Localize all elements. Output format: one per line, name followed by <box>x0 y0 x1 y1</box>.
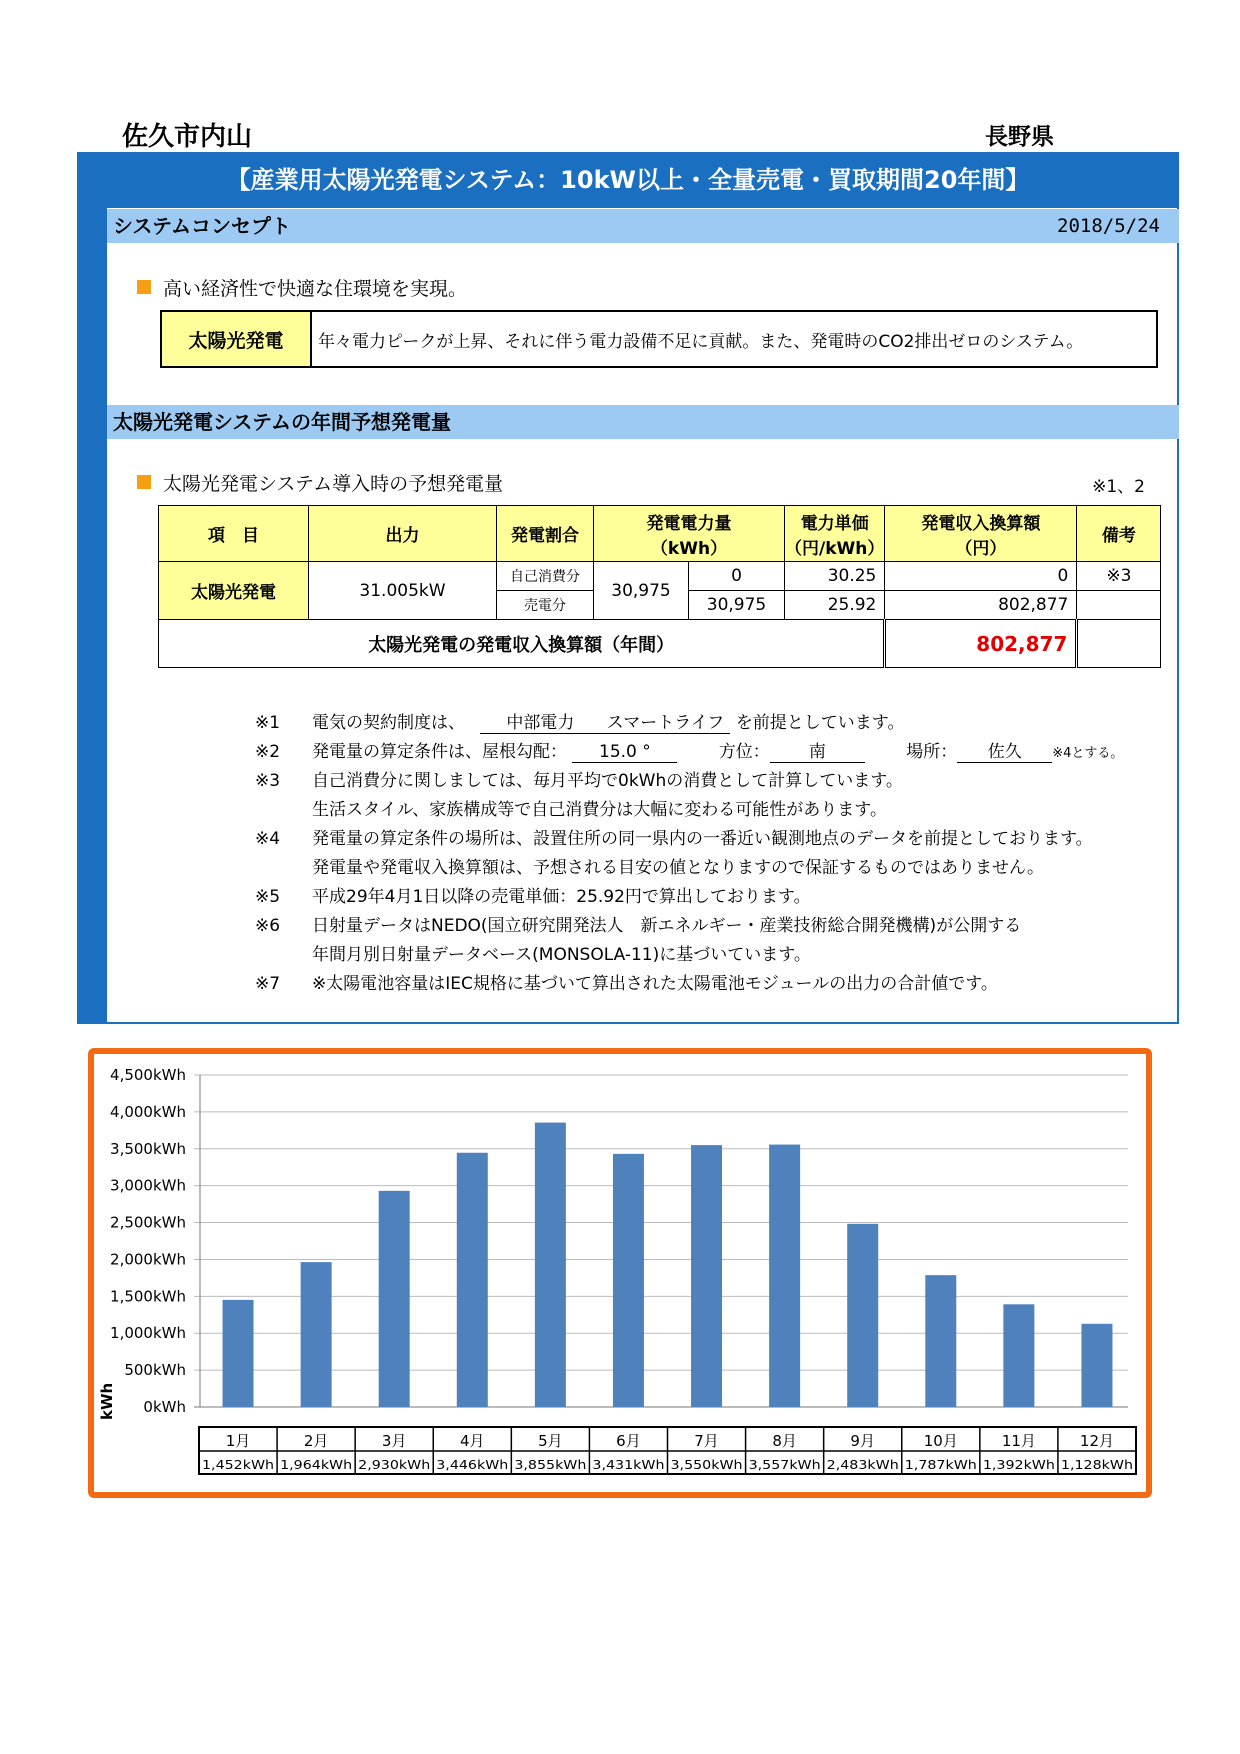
left-accent-bar <box>77 152 107 1024</box>
bar <box>925 1275 956 1407</box>
y-tick-label: 4,500kWh <box>110 1066 186 1084</box>
sell-income: 802,877 <box>885 591 1077 620</box>
header-income <box>885 506 1077 562</box>
header-output: 出力 <box>309 506 497 562</box>
self-remark: ※3 <box>1077 562 1161 591</box>
self-price: 30.25 <box>785 562 885 591</box>
monthly-generation-chart <box>88 1048 1152 1498</box>
output-value: 31.005kW <box>309 562 497 620</box>
y-tick-label: 4,000kWh <box>110 1102 186 1121</box>
x-tick-label: 9月 <box>850 1432 875 1450</box>
note-text: 場所： <box>906 742 958 762</box>
self-consumption-label: 自己消費分 <box>497 562 594 591</box>
x-tick-label: 4月 <box>460 1432 485 1450</box>
prefecture: 長野県 <box>985 124 1054 150</box>
x-tick-label: 5月 <box>538 1432 563 1450</box>
total-remark <box>1077 620 1161 668</box>
concept-text: 年々電力ピークが上昇、それに伴う電力設備不足に貢献。また、発電時のCO2排出ゼロのシステム。 <box>318 331 1084 352</box>
data-label: 1,452kWh <box>202 1458 275 1472</box>
concept-label: 太陽光発電 <box>162 312 312 366</box>
sell-label: 売電分 <box>497 591 594 620</box>
y-tick-label: 2,000kWh <box>110 1250 186 1269</box>
note-key: ※3 <box>255 771 281 791</box>
bar <box>379 1191 410 1407</box>
header-kwh-unit: （kWh） <box>650 538 728 559</box>
note-6 <box>255 911 1021 936</box>
y-tick-label: 500kWh <box>124 1361 186 1380</box>
note-reference: ※1、2 <box>1092 477 1145 497</box>
note-1 <box>255 708 904 734</box>
sell-remark <box>1077 591 1161 620</box>
document-date: 2018/5/24 <box>1057 215 1160 237</box>
note-text: 発電量の算定条件の場所は、設置住所の同一県内の一番近い観測地点のデータを前提としております。 <box>312 829 1093 849</box>
concept-bullet-text: 高い経済性で快適な住環境を実現。 <box>163 278 468 300</box>
bar <box>769 1145 800 1407</box>
total-label: 太陽光発電の発電収入換算額（年間） <box>159 620 885 668</box>
note-text: ※4とする。 <box>1052 746 1124 761</box>
data-label: 1,392kWh <box>982 1458 1055 1472</box>
total-income: 802,877 <box>885 620 1077 668</box>
data-label: 1,128kWh <box>1060 1458 1133 1472</box>
note-key: ※4 <box>255 829 281 849</box>
note-text: 平成29年4月1日以降の売電単価：25.92円で算出しております。 <box>312 887 811 907</box>
note-text: を前提としています。 <box>735 713 905 733</box>
self-kwh: 0 <box>689 562 785 591</box>
row-label: 太陽光発電 <box>159 562 309 620</box>
note-value: 南 <box>770 737 865 763</box>
x-tick-label: 11月 <box>1001 1432 1036 1450</box>
header-price <box>785 506 885 562</box>
note-4-cont <box>255 853 1044 878</box>
x-tick-label: 1月 <box>225 1432 251 1450</box>
concept-box <box>160 310 1158 368</box>
note-3 <box>255 766 903 791</box>
bar <box>457 1153 488 1407</box>
x-tick-label: 6月 <box>616 1432 641 1450</box>
note-value: 中部電力 <box>480 708 600 734</box>
note-key: ※5 <box>255 887 281 907</box>
sell-price: 25.92 <box>785 591 885 620</box>
header-income-unit: （円） <box>955 538 1007 559</box>
data-label: 3,550kWh <box>670 1458 743 1472</box>
bar <box>613 1154 644 1407</box>
header-income-label: 発電収入換算額 <box>921 513 1041 534</box>
note-text: 日射量データはNEDO(国立研究開発法人 新エネルギー・産業技術総合開発機構)が公開する <box>312 916 1022 936</box>
section-estimate-title: 太陽光発電システムの年間予想発電量 <box>107 405 1179 439</box>
note-key: ※7 <box>255 974 281 994</box>
bar <box>1003 1304 1034 1407</box>
y-tick-label: 1,000kWh <box>110 1324 186 1343</box>
x-tick-label: 8月 <box>772 1432 797 1450</box>
note-text: 方位： <box>718 742 770 762</box>
note-text: ※太陽電池容量はIEC規格に基づいて算出された太陽電池モジュールの出力の合計値です。 <box>312 974 998 994</box>
data-label: 3,431kWh <box>592 1458 665 1472</box>
estimate-table <box>158 505 1161 668</box>
note-text: 発電量の算定条件は、屋根勾配： <box>312 742 567 762</box>
y-tick-label: 0kWh <box>143 1398 186 1416</box>
bar <box>1081 1324 1112 1407</box>
note-key: ※6 <box>255 916 281 936</box>
note-value: 佐久 <box>957 737 1052 763</box>
x-tick-label: 12月 <box>1079 1432 1115 1450</box>
sell-kwh: 30,975 <box>689 591 785 620</box>
data-label: 1,964kWh <box>280 1458 353 1472</box>
header-price-unit: （円/kWh） <box>785 538 885 559</box>
y-tick-label: 1,500kWh <box>110 1287 186 1306</box>
note-2 <box>255 737 1160 763</box>
page-title: 【産業用太陽光発電システム：10kW以上・全量売電・買取期間20年間】 <box>77 152 1179 208</box>
section-concept-title: システムコンセプト <box>107 209 1179 243</box>
note-key: ※2 <box>255 742 281 762</box>
estimate-bullet-text: 太陽光発電システム導入時の予想発電量 <box>163 473 504 495</box>
note-text: 発電量や発電収入換算額は、予想される目安の値となりますので保証するものではありません。 <box>312 858 1045 878</box>
data-label: 3,855kWh <box>514 1458 587 1472</box>
note-5 <box>255 882 811 907</box>
note-4 <box>255 824 1093 849</box>
note-text: 電気の契約制度は、 <box>312 713 465 733</box>
bar <box>847 1224 878 1407</box>
data-label: 2,483kWh <box>826 1458 899 1472</box>
data-label: 3,557kWh <box>748 1458 821 1472</box>
bar <box>535 1123 566 1407</box>
place-name: 佐久市内山 <box>122 122 253 152</box>
bullet-icon <box>137 280 151 294</box>
note-3-cont <box>255 795 887 820</box>
note-7 <box>255 969 998 994</box>
header-ratio: 発電割合 <box>497 506 594 562</box>
total-kwh: 30,975 <box>594 562 689 620</box>
note-text: 自己消費分に関しましては、毎月平均で0kWhの消費として計算しています。 <box>312 771 903 791</box>
x-tick-label: 7月 <box>694 1432 719 1450</box>
bar <box>301 1262 332 1407</box>
data-label: 1,787kWh <box>904 1458 977 1472</box>
header-kwh <box>594 506 785 562</box>
header-price-label: 電力単価 <box>800 513 869 534</box>
header-remarks: 備考 <box>1077 506 1161 562</box>
note-text: 生活スタイル、家族構成等で自己消費分は大幅に変わる可能性があります。 <box>312 800 887 820</box>
x-tick-label: 2月 <box>303 1432 329 1450</box>
y-tick-label: 3,000kWh <box>110 1176 186 1195</box>
note-value: スマートライフ <box>600 708 730 734</box>
self-income: 0 <box>885 562 1077 591</box>
data-label: 3,446kWh <box>436 1458 509 1472</box>
bullet-icon <box>137 475 151 489</box>
x-tick-label: 10月 <box>923 1432 958 1450</box>
bar <box>691 1145 722 1407</box>
x-tick-label: 3月 <box>381 1432 407 1450</box>
header-item: 項 目 <box>159 506 309 562</box>
note-text: 年間月別日射量データベース(MONSOLA-11)に基づいています。 <box>312 945 811 965</box>
note-key: ※1 <box>255 713 281 733</box>
data-label: 2,930kWh <box>358 1458 431 1472</box>
note-value: 15.0 ° <box>572 742 677 763</box>
header-kwh-label: 発電電力量 <box>646 513 732 534</box>
y-tick-label: 3,500kWh <box>110 1139 186 1158</box>
bar <box>223 1300 254 1407</box>
y-tick-label: 2,500kWh <box>110 1213 186 1232</box>
note-6-cont <box>255 940 811 965</box>
y-axis-label: kWh <box>98 1382 116 1420</box>
